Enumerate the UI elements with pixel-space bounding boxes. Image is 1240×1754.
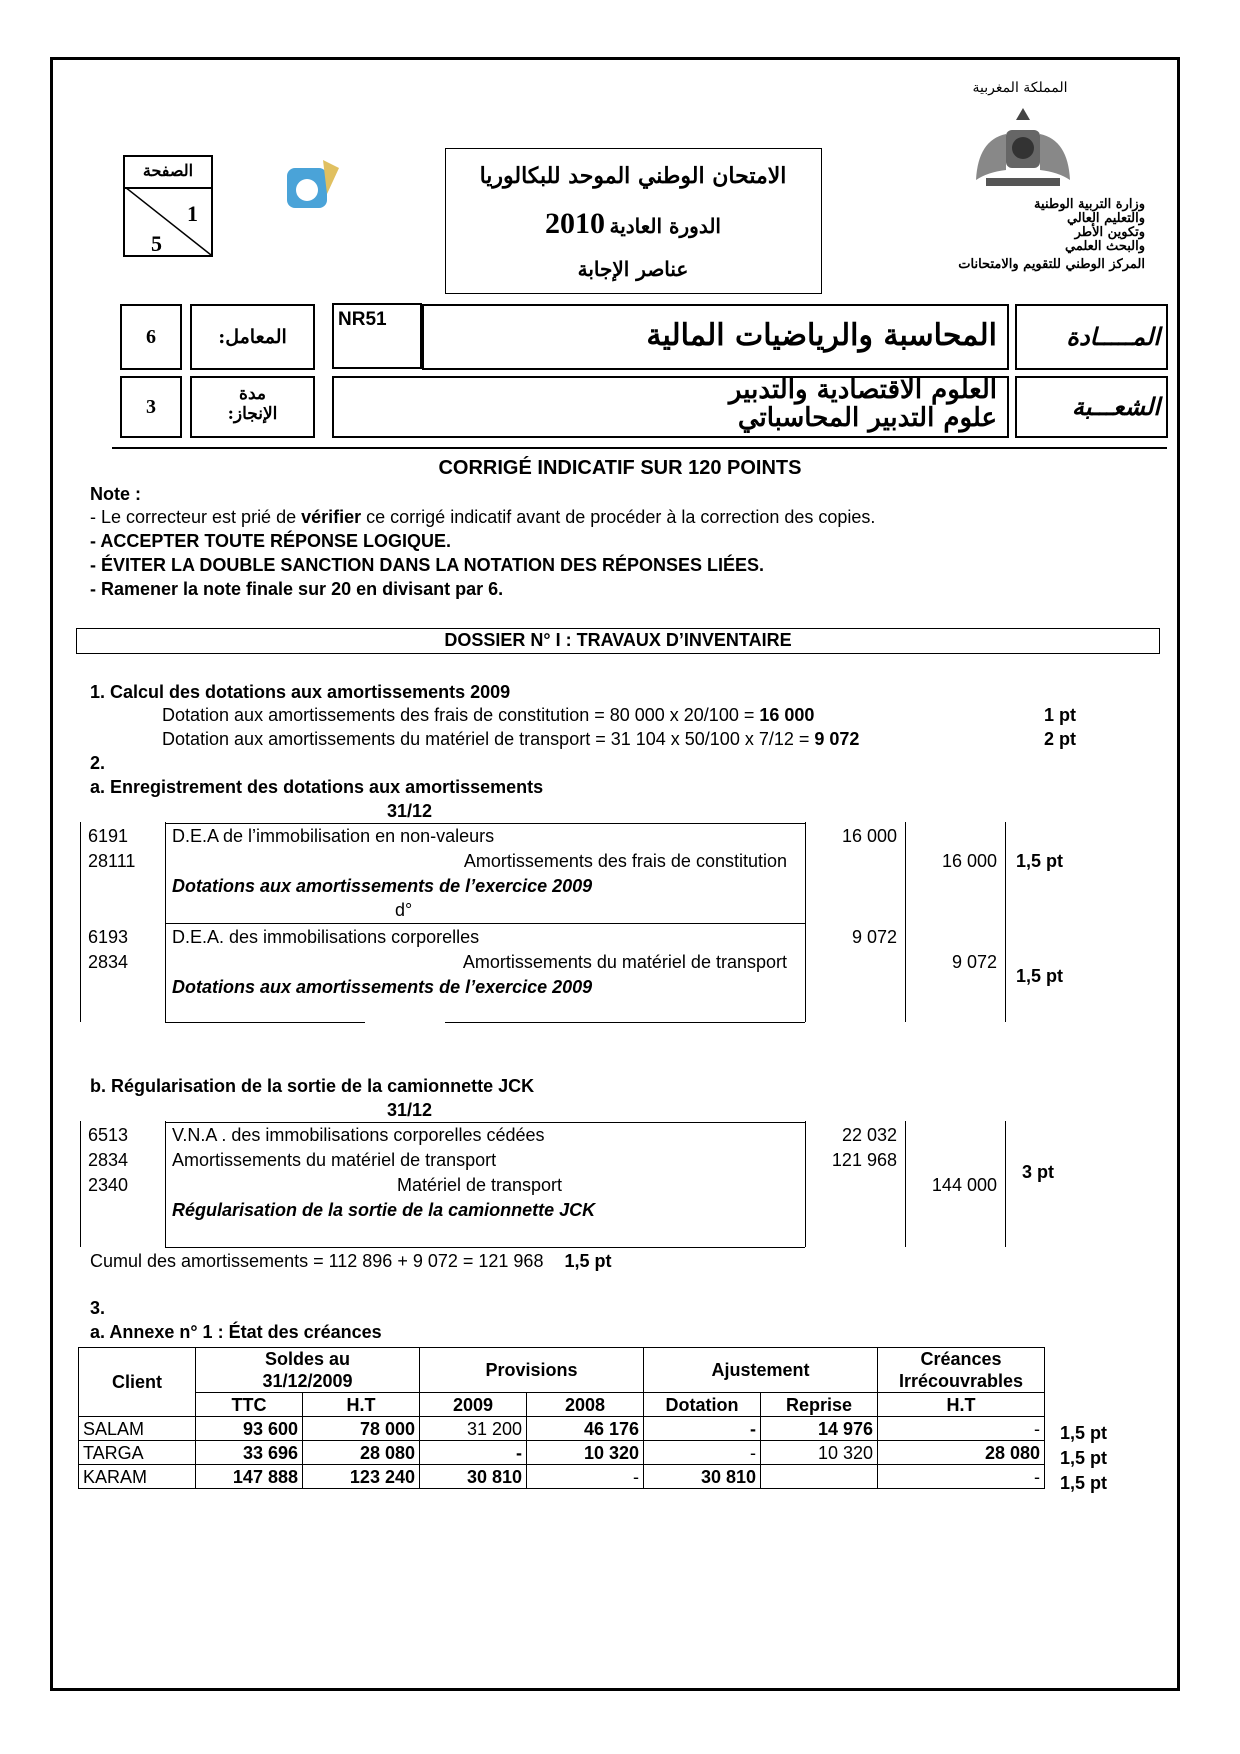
ministry-line: والتعليم العالي: [1066, 211, 1145, 226]
header-cell: 2008: [527, 1393, 644, 1417]
duration-label: الإنجاز:: [227, 404, 278, 424]
subject-box: [422, 304, 1009, 370]
bottom-rule: [165, 1247, 805, 1248]
subject-code: NR51: [338, 309, 387, 330]
account-number: 28111: [88, 851, 136, 871]
cell-ttc: 33 696: [196, 1441, 303, 1465]
exam-year: 2010: [545, 207, 606, 240]
points: 1,5 pt: [1060, 1473, 1108, 1493]
note-line: - ÉVITER LA DOUBLE SANCTION DANS LA NOTATION DES RÉPONSES LIÉES.: [90, 555, 765, 575]
col-line: [80, 1121, 81, 1247]
cell-reprise: 14 976: [761, 1417, 878, 1441]
header-cell: [878, 1348, 1045, 1393]
cell-reprise: [761, 1465, 878, 1489]
cell-client: KARAM: [79, 1465, 196, 1489]
coef-value-box: [120, 304, 182, 370]
credit-amount: 9 072: [951, 952, 997, 972]
date-rule: [165, 1122, 805, 1123]
cell-dotation: 30 810: [644, 1465, 761, 1489]
subject-label: المـــــادة: [1066, 322, 1160, 351]
points: 1 pt: [1044, 705, 1077, 725]
page-total: 5: [151, 231, 162, 256]
date-rule: [165, 823, 805, 824]
account-label: Amortissements des frais de constitution: [463, 851, 787, 871]
page-title: CORRIGÉ INDICATIF SUR 120 POINTS: [438, 457, 802, 479]
header-rule: [112, 447, 1167, 449]
bottom-rule: [445, 1022, 805, 1023]
code-box: [332, 303, 422, 369]
cell-irrecouvrable: -: [878, 1465, 1045, 1489]
table-row: [79, 1417, 1045, 1441]
account-label: D.E.A de l’immobilisation en non-valeurs: [172, 826, 495, 846]
header-text: 31/12/2009: [262, 1371, 353, 1391]
journal-date: 31/12: [387, 801, 433, 821]
answer-elements: عناصر الإجابة: [577, 257, 689, 281]
session-line: [446, 207, 820, 241]
entry-description: Dotations aux amortissements de l’exercice 2009: [172, 977, 593, 997]
cell-ttc: 147 888: [196, 1465, 303, 1489]
col-line: [1005, 1121, 1006, 1247]
account-number: 2834: [88, 1150, 129, 1170]
cell-ttc: 93 600: [196, 1417, 303, 1441]
coef-value: 6: [146, 326, 156, 348]
cell-client: SALAM: [79, 1417, 196, 1441]
q1-title: 1. Calcul des dotations aux amortissements 2009: [90, 682, 511, 702]
q1-line: [162, 705, 814, 726]
header-cell: Ajustement: [644, 1348, 878, 1393]
header-cell: H.T: [303, 1393, 420, 1417]
kingdom-label: المملكة المغربية: [972, 80, 1068, 96]
session: الدورة العادية: [609, 214, 721, 238]
note-line: - ACCEPTER TOUTE RÉPONSE LOGIQUE.: [90, 531, 452, 551]
note-text: - Le correcteur est prié de: [90, 507, 302, 527]
dossier-title: DOSSIER N° I : TRAVAUX D’INVENTAIRE: [444, 630, 792, 650]
header-cell: H.T: [878, 1393, 1045, 1417]
cumul-line: [90, 1251, 612, 1272]
header-cell: [196, 1348, 420, 1393]
center-name: المركز الوطني للتقويم والامتحانات: [958, 257, 1145, 272]
ministry-block: [905, 198, 1145, 272]
cell-dotation: -: [644, 1417, 761, 1441]
cumul-formula: Cumul des amortissements = 112 896 + 9 072 = 121 968: [90, 1251, 544, 1271]
col-line: [1005, 822, 1006, 1022]
branch-label-box: [1015, 376, 1168, 438]
note-text: ce corrigé indicatif avant de procéder à la correction des copies.: [361, 507, 876, 527]
q3a-title: a. Annexe n° 1 : État des créances: [90, 1322, 382, 1342]
separator-rule: [165, 923, 805, 924]
cell-prov-2008: -: [527, 1465, 644, 1489]
cell-prov-2008: 46 176: [527, 1417, 644, 1441]
points: 1,5 pt: [1016, 966, 1064, 986]
q2-number: 2.: [90, 753, 106, 773]
credit-amount: 16 000: [941, 851, 997, 871]
account-number: 6513: [88, 1125, 129, 1145]
bottom-rule: [165, 1022, 365, 1023]
header-cell: Provisions: [420, 1348, 644, 1393]
header-cell: Client: [79, 1348, 196, 1417]
cell-ht: 123 240: [303, 1465, 420, 1489]
header-cell: 2009: [420, 1393, 527, 1417]
branch-box: [332, 376, 1009, 438]
col-line: [165, 1121, 166, 1247]
points: 1,5 pt: [1060, 1423, 1108, 1443]
cell-prov-2009: 31 200: [420, 1417, 527, 1441]
account-number: 6193: [88, 927, 129, 947]
points: 3 pt: [1022, 1162, 1055, 1182]
account-number: 2834: [88, 952, 129, 972]
points: 1,5 pt: [1060, 1448, 1108, 1468]
account-label: V.N.A . des immobilisations corporelles cédées: [172, 1125, 545, 1145]
creances-table: [78, 1347, 1045, 1489]
exam-logo-icon: [283, 154, 345, 216]
debit-amount: 16 000: [841, 826, 897, 846]
page-label: الصفحة: [142, 161, 194, 180]
account-number: 6191: [88, 826, 129, 846]
account-label: Amortissements du matériel de transport: [462, 952, 787, 972]
debit-amount: 22 032: [841, 1125, 897, 1145]
table-row: [79, 1465, 1045, 1489]
header-cell: Dotation: [644, 1393, 761, 1417]
col-line: [805, 822, 806, 1022]
points: 2 pt: [1044, 729, 1077, 749]
cell-prov-2009: 30 810: [420, 1465, 527, 1489]
col-line: [165, 822, 166, 1022]
q2b-title: b. Régularisation de la sortie de la camionnette JCK: [90, 1076, 535, 1096]
cell-ht: 28 080: [303, 1441, 420, 1465]
result: 9 072: [814, 729, 860, 749]
account-label: Matériel de transport: [396, 1175, 563, 1195]
ministry-line: وزارة التربية الوطنية: [1034, 197, 1145, 212]
page-current: 1: [187, 201, 198, 226]
account-number: 2340: [88, 1175, 129, 1195]
page-number-box: [123, 155, 213, 257]
duration-value: 3: [146, 396, 156, 418]
cell-prov-2009: -: [420, 1441, 527, 1465]
subject-label-box: [1015, 304, 1168, 370]
debit-amount: 9 072: [851, 927, 897, 947]
cell-prov-2008: 10 320: [527, 1441, 644, 1465]
ditto-mark: d°: [395, 900, 413, 920]
subject-name: المحاسبة والرياضيات المالية: [646, 318, 997, 353]
header-text: Soldes au: [264, 1349, 351, 1369]
dossier-banner: [76, 628, 1160, 654]
branch-line: علوم التدبير المحاسباتي: [737, 403, 997, 433]
coef-label-box: [190, 304, 315, 370]
coef-label: المعامل:: [218, 326, 287, 348]
note-line: [90, 507, 875, 528]
formula: Dotation aux amortissements du matériel de transport = 31 104 x 50/100 x 7/12 =: [162, 729, 815, 749]
duration-label: مدة: [239, 384, 266, 404]
table-row: [79, 1441, 1045, 1465]
credit-amount: 144 000: [931, 1175, 997, 1195]
header-cell: Reprise: [761, 1393, 878, 1417]
note-label: Note :: [90, 484, 141, 504]
diagonal-line: [125, 187, 211, 255]
header-cell: TTC: [196, 1393, 303, 1417]
duration-value-box: [120, 376, 182, 438]
q1-line: [162, 729, 859, 750]
note-line: - Ramener la note finale sur 20 en divisant par 6.: [90, 579, 504, 599]
cell-dotation: -: [644, 1441, 761, 1465]
account-label: Amortissements du matériel de transport: [172, 1150, 497, 1170]
debit-amount: 121 968: [831, 1150, 897, 1170]
header-text: Créances: [920, 1349, 1002, 1369]
entry-description: Régularisation de la sortie de la camionnette JCK: [172, 1200, 596, 1220]
ministry-line: والبحث العلمي: [1065, 239, 1145, 254]
cell-irrecouvrable: -: [878, 1417, 1045, 1441]
branch-line: العلوم الاقتصادية والتدبير: [728, 375, 997, 405]
result: 16 000: [759, 705, 815, 725]
exam-title: الامتحان الوطني الموحد للبكالوريا: [479, 163, 787, 189]
cell-ht: 78 000: [303, 1417, 420, 1441]
coat-of-arms-icon: [968, 100, 1078, 192]
q2a-title: a. Enregistrement des dotations aux amortissements: [90, 777, 544, 797]
entry-description: Dotations aux amortissements de l’exercice 2009: [172, 876, 593, 896]
cell-irrecouvrable: 28 080: [878, 1441, 1045, 1465]
table-header-row: [79, 1348, 1045, 1393]
header-text: Irrécouvrables: [898, 1371, 1024, 1391]
branch-label: الشعـــبة: [1071, 392, 1160, 421]
points: 1,5 pt: [1016, 851, 1064, 871]
account-label: D.E.A. des immobilisations corporelles: [172, 927, 480, 947]
exam-title-box: [445, 148, 822, 294]
col-line: [80, 822, 81, 1022]
cell-reprise: 10 320: [761, 1441, 878, 1465]
ministry-line: وتكوين الأطر: [1074, 225, 1145, 240]
cell-client: TARGA: [79, 1441, 196, 1465]
duration-label-box: [190, 376, 315, 438]
table-header-row: [79, 1393, 1045, 1417]
points: 1,5 pt: [564, 1251, 612, 1271]
formula: Dotation aux amortissements des frais de constitution = 80 000 x 20/100 =: [162, 705, 760, 725]
q3-number: 3.: [90, 1298, 106, 1318]
journal-date: 31/12: [387, 1100, 433, 1120]
note-text: vérifier: [301, 507, 362, 527]
